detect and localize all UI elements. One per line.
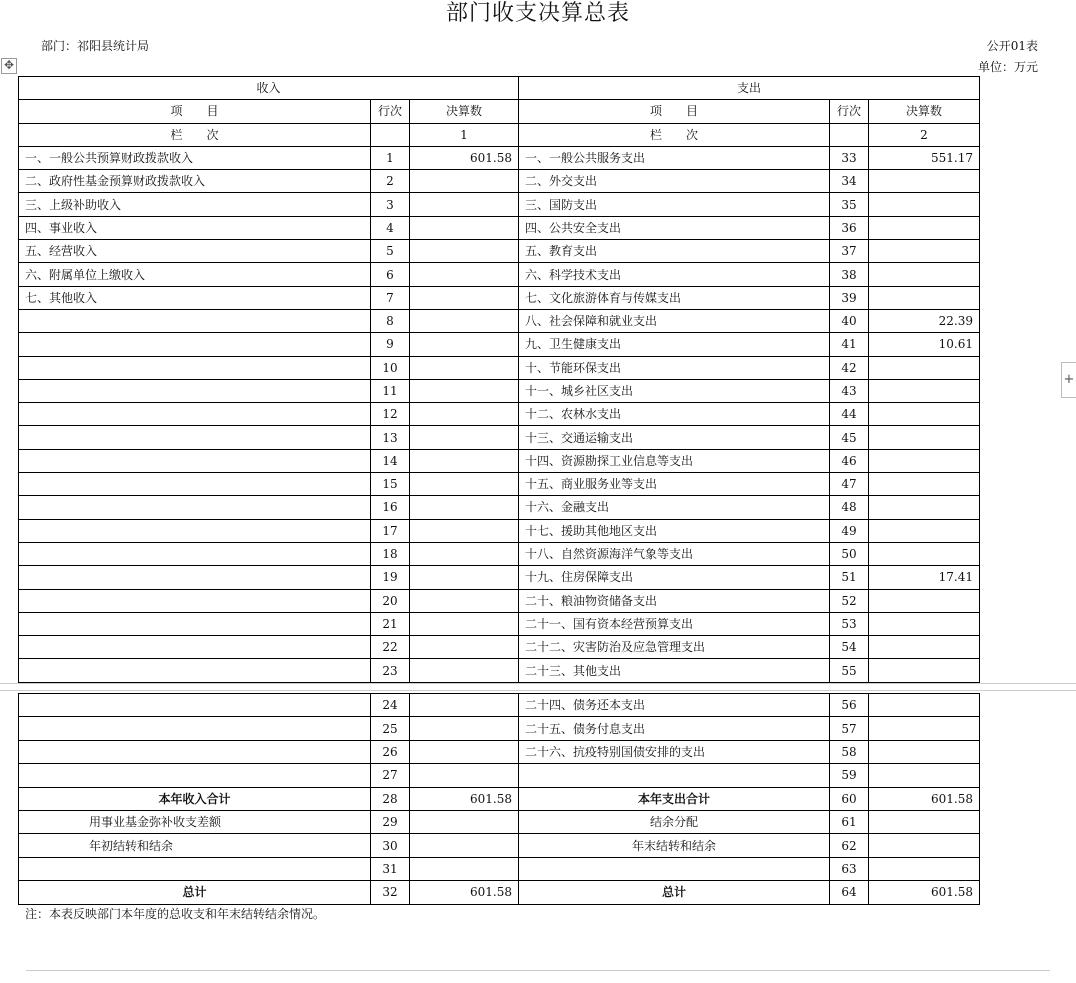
table-row — [19, 589, 980, 612]
expense-amount — [869, 810, 980, 833]
income-line-number: 2 — [371, 170, 410, 193]
expense-amount — [869, 449, 980, 472]
income-amount — [410, 309, 519, 332]
income-amount — [410, 834, 519, 857]
income-item — [19, 519, 371, 542]
income-item — [19, 717, 371, 740]
income-line-number: 10 — [371, 356, 410, 379]
page-title: 部门收支决算总表 — [445, 1, 630, 26]
income-item: 四、事业收入 — [19, 216, 371, 239]
expense-header: 支出 — [519, 77, 980, 100]
expense-item: 十一、城乡社区支出 — [519, 379, 830, 402]
income-column-blank — [371, 123, 410, 146]
expense-item: 十五、商业服务业等支出 — [519, 473, 830, 496]
income-item — [19, 659, 371, 682]
income-amount — [410, 717, 519, 740]
expense-item: 二十四、债务还本支出 — [519, 694, 830, 717]
income-line-number: 8 — [371, 309, 410, 332]
expense-amount: 22.39 — [869, 309, 980, 332]
expense-amount — [869, 834, 980, 857]
expense-line-number: 38 — [830, 263, 869, 286]
income-amount — [410, 542, 519, 565]
table-row — [19, 263, 980, 286]
income-line-number: 27 — [371, 764, 410, 787]
expense-amount — [869, 356, 980, 379]
expense-amount — [869, 519, 980, 542]
expense-line-number: 37 — [830, 240, 869, 263]
expense-column-blank — [830, 123, 869, 146]
table-row — [19, 309, 980, 332]
income-item: 二、政府性基金预算财政拨款收入 — [19, 170, 371, 193]
expense-amount — [869, 694, 980, 717]
income-line-number: 4 — [371, 216, 410, 239]
expense-amount — [869, 740, 980, 763]
income-item: 五、经营收入 — [19, 240, 371, 263]
table-row — [19, 740, 980, 763]
expense-amount: 10.61 — [869, 333, 980, 356]
income-line-number: 15 — [371, 473, 410, 496]
income-line-number: 16 — [371, 496, 410, 519]
expense-amount — [869, 286, 980, 309]
income-line-number: 31 — [371, 857, 410, 880]
income-line-number: 20 — [371, 589, 410, 612]
income-item — [19, 694, 371, 717]
summary-table — [18, 76, 980, 683]
table-row — [19, 519, 980, 542]
expense-line-number: 56 — [830, 694, 869, 717]
income-item — [19, 403, 371, 426]
table-row — [19, 449, 980, 472]
expense-line-number: 50 — [830, 542, 869, 565]
income-amount — [410, 740, 519, 763]
expense-amount — [869, 589, 980, 612]
income-amount — [410, 403, 519, 426]
table-row — [19, 659, 980, 682]
header-row-columns — [19, 100, 980, 123]
income-amount — [410, 193, 519, 216]
income-line-number: 24 — [371, 694, 410, 717]
income-column-number: 1 — [410, 123, 519, 146]
income-item — [19, 449, 371, 472]
income-amount — [410, 612, 519, 635]
income-amount-header: 决算数 — [410, 100, 519, 123]
expense-item: 本年支出合计 — [519, 787, 830, 810]
income-line-number: 13 — [371, 426, 410, 449]
expense-line-number: 57 — [830, 717, 869, 740]
income-item — [19, 589, 371, 612]
expense-amount: 601.58 — [869, 881, 980, 904]
income-line-number: 9 — [371, 333, 410, 356]
expense-line-number: 45 — [830, 426, 869, 449]
income-item: 年初结转和结余 — [19, 834, 371, 857]
page-break-divider — [0, 683, 1076, 691]
table-row — [19, 379, 980, 402]
income-item — [19, 379, 371, 402]
table-row — [19, 473, 980, 496]
income-line-number: 6 — [371, 263, 410, 286]
expense-line-number: 44 — [830, 403, 869, 426]
expense-amount — [869, 473, 980, 496]
expense-item: 一、一般公共服务支出 — [519, 146, 830, 169]
expense-line-number: 39 — [830, 286, 869, 309]
expense-amount — [869, 636, 980, 659]
income-amount — [410, 636, 519, 659]
income-amount: 601.58 — [410, 881, 519, 904]
expense-amount — [869, 170, 980, 193]
income-item — [19, 740, 371, 763]
expense-item: 十九、住房保障支出 — [519, 566, 830, 589]
income-amount — [410, 589, 519, 612]
expense-amount — [869, 240, 980, 263]
income-line-number: 14 — [371, 449, 410, 472]
income-item: 本年收入合计 — [19, 787, 371, 810]
table-row — [19, 881, 980, 904]
income-item — [19, 857, 371, 880]
table-row — [19, 810, 980, 833]
income-item — [19, 636, 371, 659]
expense-line-number: 55 — [830, 659, 869, 682]
expense-amount — [869, 496, 980, 519]
table-row — [19, 403, 980, 426]
expense-item: 十八、自然资源海洋气象等支出 — [519, 542, 830, 565]
income-amount — [410, 216, 519, 239]
expense-line-number: 36 — [830, 216, 869, 239]
income-amount: 601.58 — [410, 787, 519, 810]
income-item: 七、其他收入 — [19, 286, 371, 309]
expense-line-number: 34 — [830, 170, 869, 193]
income-line-number: 28 — [371, 787, 410, 810]
expense-amount — [869, 426, 980, 449]
income-amount — [410, 286, 519, 309]
income-line-number: 5 — [371, 240, 410, 263]
income-line-number: 22 — [371, 636, 410, 659]
expense-amount: 601.58 — [869, 787, 980, 810]
income-item: 用事业基金弥补收支差额 — [19, 810, 371, 833]
form-number: 公开01表 — [986, 39, 1038, 53]
table-row — [19, 146, 980, 169]
income-line-number: 19 — [371, 566, 410, 589]
income-item — [19, 764, 371, 787]
expense-item: 二十、粮油物资储备支出 — [519, 589, 830, 612]
income-item-header: 项 目 — [19, 100, 371, 123]
expense-line-number: 33 — [830, 146, 869, 169]
expense-item: 九、卫生健康支出 — [519, 333, 830, 356]
expense-line-number: 41 — [830, 333, 869, 356]
income-line-number: 30 — [371, 834, 410, 857]
income-amount — [410, 170, 519, 193]
expense-item: 十二、农林水支出 — [519, 403, 830, 426]
expense-line-number: 62 — [830, 834, 869, 857]
income-amount — [410, 857, 519, 880]
table-row — [19, 216, 980, 239]
table-row — [19, 426, 980, 449]
department-label: 部门：祁阳县统计局 — [41, 39, 150, 53]
expense-amount — [869, 717, 980, 740]
table-move-handle-icon[interactable]: ✥ — [1, 58, 17, 74]
expense-item: 十三、交通运输支出 — [519, 426, 830, 449]
table-row — [19, 857, 980, 880]
expense-line-number: 53 — [830, 612, 869, 635]
income-item: 三、上级补助收入 — [19, 193, 371, 216]
expense-item: 八、社会保障和就业支出 — [519, 309, 830, 332]
table-row — [19, 694, 980, 717]
expense-item: 二十一、国有资本经营预算支出 — [519, 612, 830, 635]
expense-line-number: 54 — [830, 636, 869, 659]
income-line-number: 18 — [371, 542, 410, 565]
table-row — [19, 286, 980, 309]
expense-amount — [869, 659, 980, 682]
expense-line-number: 49 — [830, 519, 869, 542]
income-line-number: 26 — [371, 740, 410, 763]
income-amount — [410, 263, 519, 286]
income-item — [19, 542, 371, 565]
income-item — [19, 496, 371, 519]
expense-amount — [869, 612, 980, 635]
income-column-label: 栏 次 — [19, 123, 371, 146]
expense-amount: 551.17 — [869, 146, 980, 169]
income-header: 收入 — [19, 77, 519, 100]
income-line-number: 21 — [371, 612, 410, 635]
expense-line-number: 61 — [830, 810, 869, 833]
page-bottom-divider — [26, 970, 1050, 971]
income-line-number: 29 — [371, 810, 410, 833]
expense-item: 二、外交支出 — [519, 170, 830, 193]
expense-amount — [869, 379, 980, 402]
income-line-number: 23 — [371, 659, 410, 682]
income-amount — [410, 426, 519, 449]
income-amount — [410, 519, 519, 542]
expense-line-number: 47 — [830, 473, 869, 496]
header-row-index — [19, 123, 980, 146]
income-item — [19, 426, 371, 449]
expense-item: 五、教育支出 — [519, 240, 830, 263]
expense-amount: 17.41 — [869, 566, 980, 589]
table-row — [19, 834, 980, 857]
expense-line-number: 58 — [830, 740, 869, 763]
add-row-handle-icon[interactable]: + — [1061, 362, 1076, 398]
expense-item — [519, 857, 830, 880]
footnote: 注：本表反映部门本年度的总收支和年末结转结余情况。 — [25, 907, 326, 921]
income-line-number: 17 — [371, 519, 410, 542]
expense-line-number: 64 — [830, 881, 869, 904]
expense-line-number: 42 — [830, 356, 869, 379]
expense-item: 二十三、其他支出 — [519, 659, 830, 682]
income-amount — [410, 240, 519, 263]
summary-table-continued — [18, 693, 980, 905]
income-line-number: 3 — [371, 193, 410, 216]
expense-line-number: 40 — [830, 309, 869, 332]
expense-line-header: 行次 — [830, 100, 869, 123]
expense-line-number: 46 — [830, 449, 869, 472]
expense-item: 三、国防支出 — [519, 193, 830, 216]
table-row — [19, 496, 980, 519]
income-amount — [410, 764, 519, 787]
income-amount — [410, 659, 519, 682]
table-row — [19, 240, 980, 263]
income-amount — [410, 333, 519, 356]
expense-item: 年末结转和结余 — [519, 834, 830, 857]
header-row-section — [19, 77, 980, 100]
income-amount — [410, 566, 519, 589]
table-row — [19, 636, 980, 659]
expense-line-number: 60 — [830, 787, 869, 810]
income-line-number: 1 — [371, 146, 410, 169]
table-row — [19, 566, 980, 589]
income-item — [19, 473, 371, 496]
expense-amount — [869, 542, 980, 565]
expense-item: 十七、援助其他地区支出 — [519, 519, 830, 542]
expense-line-number: 63 — [830, 857, 869, 880]
expense-item: 十、节能环保支出 — [519, 356, 830, 379]
expense-item: 总计 — [519, 881, 830, 904]
expense-item: 二十五、债务付息支出 — [519, 717, 830, 740]
income-line-number: 12 — [371, 403, 410, 426]
expense-amount — [869, 193, 980, 216]
income-item — [19, 612, 371, 635]
expense-item: 二十六、抗疫特别国债安排的支出 — [519, 740, 830, 763]
expense-column-number: 2 — [869, 123, 980, 146]
expense-amount — [869, 764, 980, 787]
table-row — [19, 193, 980, 216]
income-item: 六、附属单位上缴收入 — [19, 263, 371, 286]
expense-line-number: 35 — [830, 193, 869, 216]
expense-column-label: 栏 次 — [519, 123, 830, 146]
income-item: 一、一般公共预算财政拨款收入 — [19, 146, 371, 169]
income-amount — [410, 810, 519, 833]
table-row — [19, 170, 980, 193]
table-row — [19, 717, 980, 740]
income-amount — [410, 356, 519, 379]
expense-item: 七、文化旅游体育与传媒支出 — [519, 286, 830, 309]
expense-line-number: 52 — [830, 589, 869, 612]
expense-item: 四、公共安全支出 — [519, 216, 830, 239]
expense-item — [519, 764, 830, 787]
income-line-number: 7 — [371, 286, 410, 309]
income-amount — [410, 449, 519, 472]
income-item: 总计 — [19, 881, 371, 904]
expense-line-number: 51 — [830, 566, 869, 589]
expense-amount — [869, 263, 980, 286]
income-item — [19, 566, 371, 589]
unit-label: 单位：万元 — [977, 60, 1038, 74]
income-item — [19, 333, 371, 356]
income-line-header: 行次 — [371, 100, 410, 123]
income-item — [19, 356, 371, 379]
expense-line-number: 59 — [830, 764, 869, 787]
expense-item-header: 项 目 — [519, 100, 830, 123]
income-amount — [410, 473, 519, 496]
table-row — [19, 542, 980, 565]
income-line-number: 25 — [371, 717, 410, 740]
table-row — [19, 356, 980, 379]
income-amount — [410, 379, 519, 402]
expense-item: 十四、资源勘探工业信息等支出 — [519, 449, 830, 472]
income-line-number: 32 — [371, 881, 410, 904]
expense-item: 二十二、灾害防治及应急管理支出 — [519, 636, 830, 659]
expense-item: 十六、金融支出 — [519, 496, 830, 519]
expense-item: 结余分配 — [519, 810, 830, 833]
expense-line-number: 43 — [830, 379, 869, 402]
expense-amount — [869, 216, 980, 239]
income-amount — [410, 694, 519, 717]
table-row — [19, 764, 980, 787]
expense-amount — [869, 403, 980, 426]
expense-amount — [869, 857, 980, 880]
expense-line-number: 48 — [830, 496, 869, 519]
income-amount: 601.58 — [410, 146, 519, 169]
table-row — [19, 787, 980, 810]
income-item — [19, 309, 371, 332]
table-row — [19, 333, 980, 356]
income-amount — [410, 496, 519, 519]
table-row — [19, 612, 980, 635]
income-line-number: 11 — [371, 379, 410, 402]
expense-item: 六、科学技术支出 — [519, 263, 830, 286]
expense-amount-header: 决算数 — [869, 100, 980, 123]
